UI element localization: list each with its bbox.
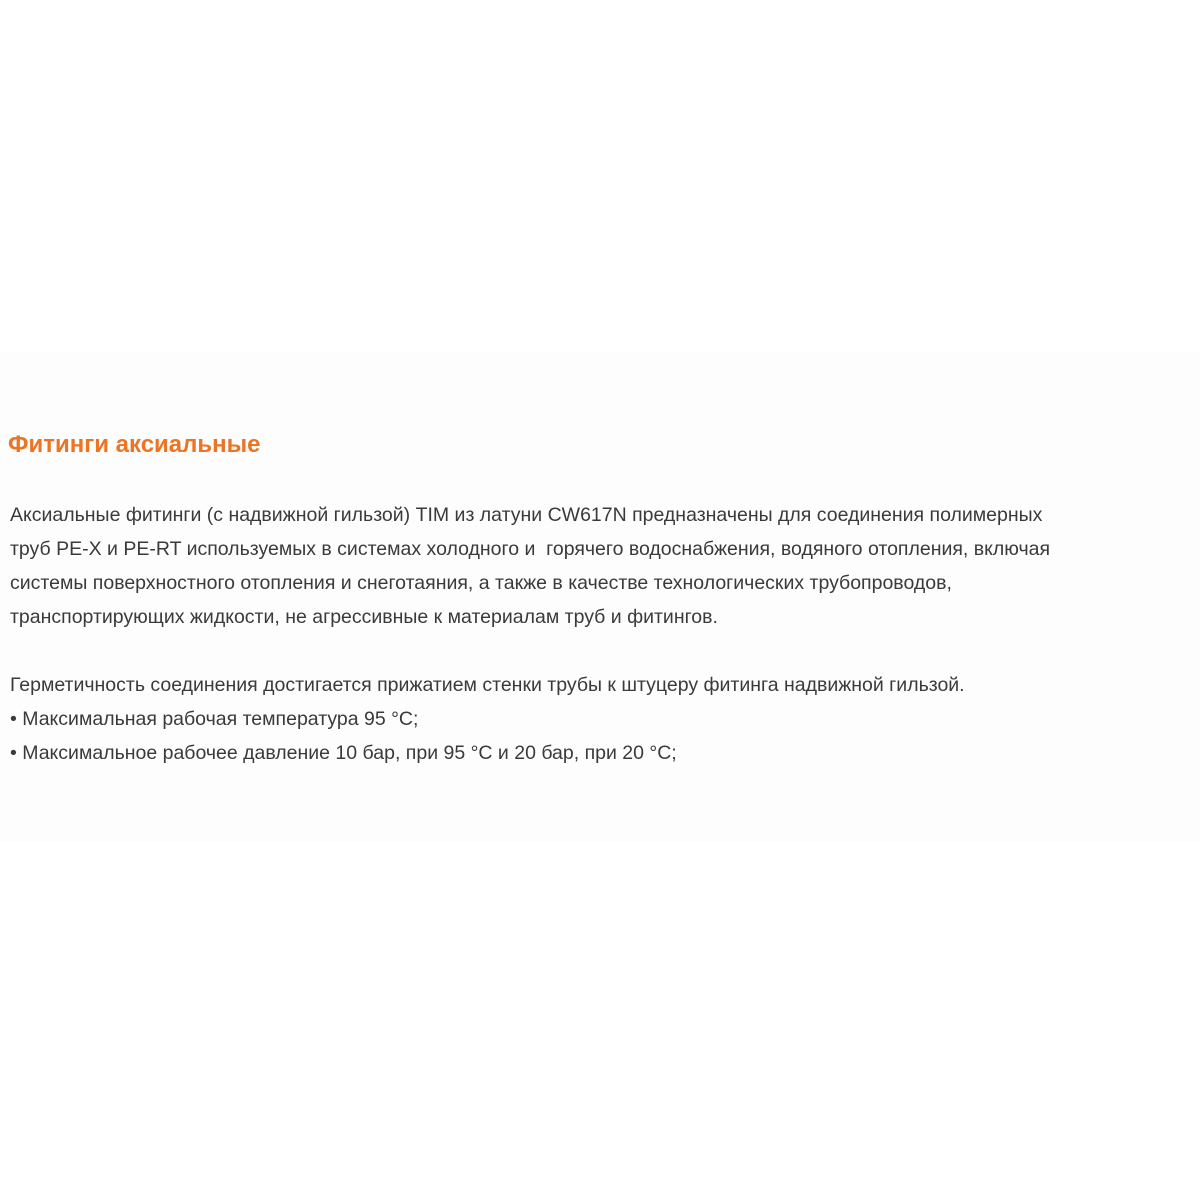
spec-item-temperature: • Максимальная рабочая температура 95 °C; [10, 708, 419, 730]
specs-paragraph [10, 668, 965, 770]
description-line: транспортирующих жидкости, не агрессивные к материалам труб и фитингов. [10, 606, 718, 628]
sealing-text: Герметичность соединения достигается прижатием стенки трубы к штуцеру фитинга надвижной гильзой. [10, 674, 965, 696]
spec-item-pressure: • Максимальное рабочее давление 10 бар, при 95 °C и 20 бар, при 20 °C; [10, 742, 677, 764]
description-line: труб PE-X и PE-RT используемых в системах холодного и горячего водоснабжения, водяного отопления, включая [10, 538, 1051, 560]
page-title: Фитинги аксиальные [8, 431, 261, 458]
description-line: системы поверхностного отопления и снеготаяния, а также в качестве технологических трубопроводов, [10, 572, 952, 594]
description-paragraph [10, 498, 1050, 634]
description-line: Аксиальные фитинги (с надвижной гильзой) TIM из латуни CW617N предназначены для соединения полимерных [10, 504, 1043, 526]
